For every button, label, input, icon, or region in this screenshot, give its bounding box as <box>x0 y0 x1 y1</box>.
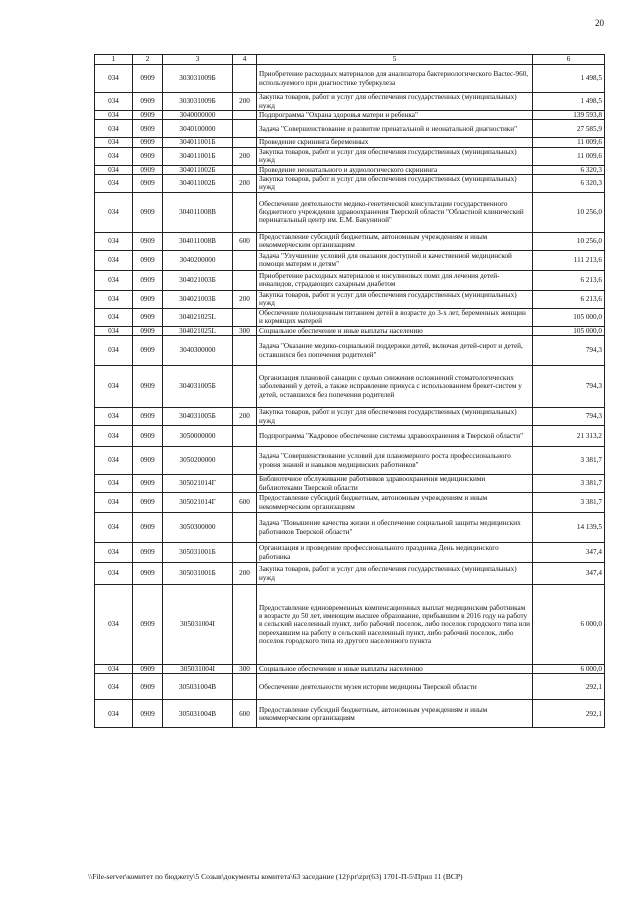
amount-cell: 3 381,7 <box>533 493 605 513</box>
table-row <box>95 493 605 513</box>
target-article-cell: 305031004В <box>163 700 233 728</box>
amount-cell: 21 313,2 <box>533 426 605 447</box>
amount-cell: 292,1 <box>533 700 605 728</box>
amount-cell: 6 320,3 <box>533 165 605 174</box>
section-code-cell: 0909 <box>133 65 163 93</box>
header-col-5: 5 <box>257 55 533 65</box>
section-code-cell: 0909 <box>133 290 163 308</box>
description-cell: Предоставление субсидий бюджетным, автономным учреждениям и иным некоммерческим организациям <box>257 493 533 513</box>
amount-cell: 347,4 <box>533 563 605 585</box>
section-code-cell: 0909 <box>133 232 163 250</box>
expense-type-cell: 200 <box>233 290 257 308</box>
header-col-4: 4 <box>233 55 257 65</box>
budget-table <box>94 54 605 728</box>
section-code-cell: 0909 <box>133 192 163 232</box>
description-cell: Задача "Совершенствование и развитие пренатальной и неонатальной диагностики" <box>257 120 533 138</box>
table-row <box>95 326 605 335</box>
description-cell: Проведение неонатального и аудиологического скрининга <box>257 165 533 174</box>
table-row <box>95 426 605 447</box>
table-row <box>95 447 605 475</box>
expense-type-cell <box>233 674 257 700</box>
section-code-cell: 0909 <box>133 93 163 111</box>
target-article-cell: 3040300000 <box>163 336 233 366</box>
description-cell: Обеспечение деятельности медико-генетической консультации государственного бюджетного учреждения здравоохранения Тверской области "Областной клинический перинатальный центр им. Е.М. Бакуниной" <box>257 192 533 232</box>
admin-code-cell: 034 <box>95 700 133 728</box>
expense-type-cell: 600 <box>233 700 257 728</box>
target-article-cell: 305031004В <box>163 674 233 700</box>
description-cell: Предоставление субсидий бюджетным, автономным учреждениям и иным некоммерческим организациям <box>257 232 533 250</box>
description-cell: Обеспечение деятельности музея истории медицины Тверской области <box>257 674 533 700</box>
amount-cell: 794,3 <box>533 408 605 426</box>
target-article-cell: 305031004I <box>163 585 233 665</box>
description-cell: Социальное обеспечение и иные выплаты населению <box>257 326 533 335</box>
section-code-cell: 0909 <box>133 270 163 290</box>
admin-code-cell: 034 <box>95 147 133 165</box>
section-code-cell: 0909 <box>133 493 163 513</box>
target-article-cell: 3050000000 <box>163 426 233 447</box>
expense-type-cell <box>233 543 257 563</box>
target-article-cell: 304021003Б <box>163 290 233 308</box>
amount-cell: 6 213,6 <box>533 270 605 290</box>
table-row <box>95 93 605 111</box>
amount-cell: 11 009,6 <box>533 147 605 165</box>
admin-code-cell: 034 <box>95 232 133 250</box>
table-body <box>95 65 605 728</box>
target-article-cell: 304011008В <box>163 232 233 250</box>
expense-type-cell <box>233 308 257 326</box>
table-row <box>95 585 605 665</box>
expense-type-cell <box>233 120 257 138</box>
description-cell: Обеспечение полноценным питанием детей в возрасте до 3-х лет, беременных женщин и кормящих матерей <box>257 308 533 326</box>
amount-cell: 14 139,5 <box>533 513 605 543</box>
table-row <box>95 665 605 674</box>
expense-type-cell: 200 <box>233 147 257 165</box>
table-row <box>95 700 605 728</box>
section-code-cell: 0909 <box>133 111 163 120</box>
admin-code-cell: 034 <box>95 192 133 232</box>
description-cell: Подпрограмма "Кадровое обеспечение системы здравоохранения в Тверской области" <box>257 426 533 447</box>
expense-type-cell <box>233 426 257 447</box>
section-code-cell: 0909 <box>133 174 163 192</box>
description-cell: Предоставление единовременных компенсационных выплат медицинским работникам в возрасте до 50 лет, имеющим высшее образование, прибывшим в 2016 году на работу в сельский населенный пункт, либо рабочий поселок, либо поселок городского типа или переехавшим на работу в сельский населенный пункт, либо рабочий поселок, либо поселок городского типа из другого населенного пункта <box>257 585 533 665</box>
table-row <box>95 513 605 543</box>
description-cell: Организация и проведение профессионального праздника День медицинского работника <box>257 543 533 563</box>
target-article-cell: 3050200000 <box>163 447 233 475</box>
description-cell: Закупка товаров, работ и услуг для обеспечения государственных (муниципальных) нужд <box>257 563 533 585</box>
table-row <box>95 674 605 700</box>
target-article-cell: 305031001Б <box>163 563 233 585</box>
description-cell: Закупка товаров, работ и услуг для обеспечения государственных (муниципальных) нужд <box>257 147 533 165</box>
description-cell: Приобретение расходных материалов и инсулиновых помп для лечения детей-инвалидов, страдающих сахарным диабетом <box>257 270 533 290</box>
table-row <box>95 543 605 563</box>
target-article-cell: 303031009Б <box>163 65 233 93</box>
expense-type-cell <box>233 192 257 232</box>
expense-type-cell <box>233 475 257 493</box>
description-cell: Подпрограмма "Охрана здоровья матери и ребенка" <box>257 111 533 120</box>
table-row <box>95 174 605 192</box>
target-article-cell: 304011008В <box>163 192 233 232</box>
amount-cell: 347,4 <box>533 543 605 563</box>
amount-cell: 1 498,5 <box>533 65 605 93</box>
file-path-footer: \\File-server\комитет по бюджету\5 Созыв\документы комитета\63 заседание (12)\pr\zpr(63) 1701-П-5\Прил 11 (ВСР) <box>88 872 463 881</box>
expense-type-cell: 200 <box>233 408 257 426</box>
table-row <box>95 232 605 250</box>
admin-code-cell: 034 <box>95 174 133 192</box>
description-cell: Организация плановой санации с целью снижения осложнений стоматологических заболеваний у детей, а также исправление прикуса с использованием брекет-систем у детей, оставшихся без попечения родителей <box>257 366 533 408</box>
admin-code-cell: 034 <box>95 165 133 174</box>
description-cell: Проведение скрининга беременных <box>257 138 533 147</box>
description-cell: Закупка товаров, работ и услуг для обеспечения государственных (муниципальных) нужд <box>257 290 533 308</box>
target-article-cell: 304031005Б <box>163 366 233 408</box>
admin-code-cell: 034 <box>95 447 133 475</box>
target-article-cell: 304021025L <box>163 308 233 326</box>
table-row <box>95 147 605 165</box>
target-article-cell: 305021014Г <box>163 475 233 493</box>
admin-code-cell: 034 <box>95 543 133 563</box>
admin-code-cell: 034 <box>95 308 133 326</box>
target-article-cell: 305031004I <box>163 665 233 674</box>
expense-type-cell: 200 <box>233 563 257 585</box>
admin-code-cell: 034 <box>95 585 133 665</box>
admin-code-cell: 034 <box>95 93 133 111</box>
admin-code-cell: 034 <box>95 336 133 366</box>
table-header-row <box>95 55 605 65</box>
amount-cell: 6 000,0 <box>533 665 605 674</box>
table-row <box>95 270 605 290</box>
target-article-cell: 3050300000 <box>163 513 233 543</box>
admin-code-cell: 034 <box>95 665 133 674</box>
table-row <box>95 138 605 147</box>
admin-code-cell: 034 <box>95 563 133 585</box>
amount-cell: 1 498,5 <box>533 93 605 111</box>
description-cell: Приобретение расходных материалов для анализатора бактериологического Bactec-960, используемого при диагностике туберкулеза <box>257 65 533 93</box>
target-article-cell: 3040000000 <box>163 111 233 120</box>
amount-cell: 3 381,7 <box>533 447 605 475</box>
header-col-1: 1 <box>95 55 133 65</box>
table-row <box>95 250 605 270</box>
section-code-cell: 0909 <box>133 138 163 147</box>
admin-code-cell: 034 <box>95 408 133 426</box>
target-article-cell: 304011002Б <box>163 165 233 174</box>
table-row <box>95 290 605 308</box>
amount-cell: 111 213,6 <box>533 250 605 270</box>
expense-type-cell <box>233 270 257 290</box>
expense-type-cell <box>233 138 257 147</box>
admin-code-cell: 034 <box>95 513 133 543</box>
amount-cell: 794,3 <box>533 366 605 408</box>
section-code-cell: 0909 <box>133 700 163 728</box>
table-row <box>95 336 605 366</box>
admin-code-cell: 034 <box>95 120 133 138</box>
description-cell: Библиотечное обслуживание работников здравоохранения медицинскими библиотеками Тверской области <box>257 475 533 493</box>
target-article-cell: 304021003Б <box>163 270 233 290</box>
table-row <box>95 165 605 174</box>
section-code-cell: 0909 <box>133 120 163 138</box>
section-code-cell: 0909 <box>133 665 163 674</box>
header-col-2: 2 <box>133 55 163 65</box>
amount-cell: 794,3 <box>533 336 605 366</box>
table-row <box>95 308 605 326</box>
amount-cell: 6 213,6 <box>533 290 605 308</box>
header-col-6: 6 <box>533 55 605 65</box>
admin-code-cell: 034 <box>95 65 133 93</box>
target-article-cell: 305031001Б <box>163 543 233 563</box>
description-cell: Задача "Улучшение условий для оказания доступной и качественной медицинской помощи матерям и детям" <box>257 250 533 270</box>
expense-type-cell <box>233 336 257 366</box>
expense-type-cell: 600 <box>233 232 257 250</box>
target-article-cell: 305021014Г <box>163 493 233 513</box>
admin-code-cell: 034 <box>95 366 133 408</box>
section-code-cell: 0909 <box>133 250 163 270</box>
table-row <box>95 192 605 232</box>
amount-cell: 6 320,3 <box>533 174 605 192</box>
section-code-cell: 0909 <box>133 585 163 665</box>
table-row <box>95 475 605 493</box>
expense-type-cell <box>233 111 257 120</box>
admin-code-cell: 034 <box>95 111 133 120</box>
admin-code-cell: 034 <box>95 475 133 493</box>
amount-cell: 6 000,0 <box>533 585 605 665</box>
target-article-cell: 3040200000 <box>163 250 233 270</box>
target-article-cell: 304011001Б <box>163 138 233 147</box>
target-article-cell: 303031009Б <box>163 93 233 111</box>
table-row <box>95 111 605 120</box>
amount-cell: 10 256,0 <box>533 232 605 250</box>
target-article-cell: 304031005Б <box>163 408 233 426</box>
expense-type-cell: 300 <box>233 665 257 674</box>
page-number: 20 <box>595 18 604 28</box>
description-cell: Предоставление субсидий бюджетным, автономным учреждениям и иным некоммерческим организациям <box>257 700 533 728</box>
admin-code-cell: 034 <box>95 138 133 147</box>
expense-type-cell <box>233 250 257 270</box>
section-code-cell: 0909 <box>133 475 163 493</box>
expense-type-cell <box>233 65 257 93</box>
description-cell: Задача "Совершенствование условий для планомерного роста профессионального уровня знаний и навыков медицинских работников" <box>257 447 533 475</box>
description-cell: Задача "Повышение качества жизни и обеспечение социальной защиты медицинских работников Тверской области" <box>257 513 533 543</box>
section-code-cell: 0909 <box>133 147 163 165</box>
expense-type-cell: 200 <box>233 174 257 192</box>
table-row <box>95 120 605 138</box>
section-code-cell: 0909 <box>133 408 163 426</box>
admin-code-cell: 034 <box>95 493 133 513</box>
expense-type-cell <box>233 165 257 174</box>
amount-cell: 11 009,6 <box>533 138 605 147</box>
target-article-cell: 304011002Б <box>163 174 233 192</box>
header-col-3: 3 <box>163 55 233 65</box>
amount-cell: 105 000,0 <box>533 326 605 335</box>
section-code-cell: 0909 <box>133 366 163 408</box>
section-code-cell: 0909 <box>133 426 163 447</box>
admin-code-cell: 034 <box>95 426 133 447</box>
admin-code-cell: 034 <box>95 326 133 335</box>
section-code-cell: 0909 <box>133 336 163 366</box>
section-code-cell: 0909 <box>133 563 163 585</box>
table-row <box>95 563 605 585</box>
section-code-cell: 0909 <box>133 513 163 543</box>
amount-cell: 27 585,9 <box>533 120 605 138</box>
description-cell: Закупка товаров, работ и услуг для обеспечения государственных (муниципальных) нужд <box>257 174 533 192</box>
amount-cell: 3 381,7 <box>533 475 605 493</box>
table-row <box>95 366 605 408</box>
amount-cell: 105 000,0 <box>533 308 605 326</box>
section-code-cell: 0909 <box>133 326 163 335</box>
target-article-cell: 3040100000 <box>163 120 233 138</box>
section-code-cell: 0909 <box>133 674 163 700</box>
amount-cell: 10 256,0 <box>533 192 605 232</box>
expense-type-cell <box>233 513 257 543</box>
section-code-cell: 0909 <box>133 165 163 174</box>
admin-code-cell: 034 <box>95 674 133 700</box>
description-cell: Закупка товаров, работ и услуг для обеспечения государственных (муниципальных) нужд <box>257 93 533 111</box>
admin-code-cell: 034 <box>95 290 133 308</box>
expense-type-cell <box>233 585 257 665</box>
expense-type-cell: 600 <box>233 493 257 513</box>
table-row <box>95 408 605 426</box>
description-cell: Закупка товаров, работ и услуг для обеспечения государственных (муниципальных) нужд <box>257 408 533 426</box>
section-code-cell: 0909 <box>133 543 163 563</box>
amount-cell: 139 593,8 <box>533 111 605 120</box>
expense-type-cell: 200 <box>233 93 257 111</box>
amount-cell: 292,1 <box>533 674 605 700</box>
section-code-cell: 0909 <box>133 308 163 326</box>
target-article-cell: 304021025L <box>163 326 233 335</box>
admin-code-cell: 034 <box>95 250 133 270</box>
expense-type-cell <box>233 447 257 475</box>
description-cell: Социальное обеспечение и иные выплаты населению <box>257 665 533 674</box>
admin-code-cell: 034 <box>95 270 133 290</box>
expense-type-cell: 300 <box>233 326 257 335</box>
target-article-cell: 304011001Б <box>163 147 233 165</box>
expense-type-cell <box>233 366 257 408</box>
table-row <box>95 65 605 93</box>
section-code-cell: 0909 <box>133 447 163 475</box>
description-cell: Задача "Оказание медико-социальной поддержки детей, включая детей-сирот и детей, оставшихся без попечения родителей" <box>257 336 533 366</box>
